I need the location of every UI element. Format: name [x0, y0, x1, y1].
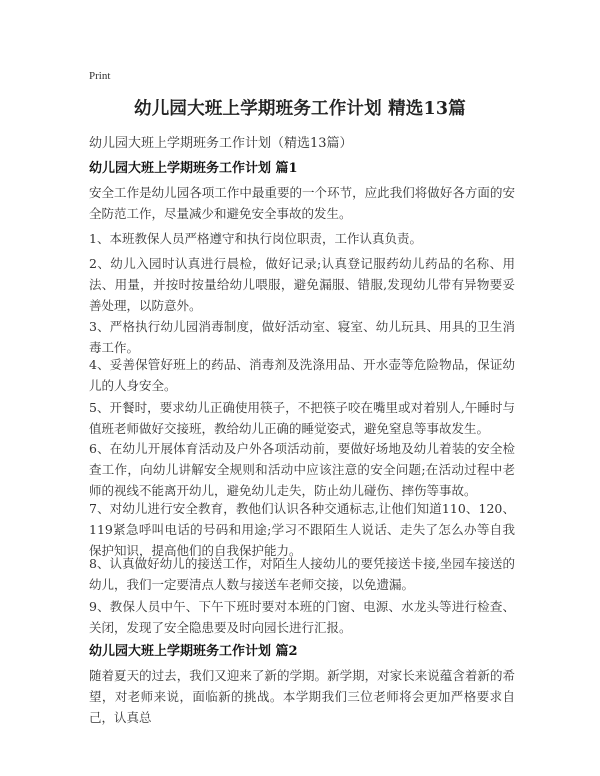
paragraph: 3、严格执行幼儿园消毒制度，做好活动室、寝室、幼儿玩具、用具的卫生消毒工作。: [89, 319, 515, 355]
paragraph: 9、教保人员中午、下午下班时要对本班的门窗、电源、水龙头等进行检查、关闭，发现了安全隐患要及时向园长进行汇报。: [89, 599, 515, 635]
paragraph: 5、开餐时，要求幼儿正确使用筷子，不把筷子咬在嘴里或对着别人,午睡时与值班老师做好交接班，教给幼儿正确的睡觉姿式，避免窒息等事故发生。: [89, 400, 515, 436]
paragraph: 4、妥善保管好班上的药品、消毒剂及洗涤用品、开水壶等危险物品，保证幼儿的人身安全。: [89, 357, 515, 393]
paragraph: 安全工作是幼儿园各项工作中最重要的一个环节，应此我们将做好各方面的安全防范工作，尽量减少和避免安全事故的发生。: [89, 185, 515, 221]
paragraph: 1、本班教保人员严格遵守和执行岗位职责，工作认真负责。: [89, 231, 422, 246]
paragraph: 7、对幼儿进行安全教育，教他们认识各种交通标志,让他们知道110、120、119紧急呼叫电话的号码和用途;学习不跟陌生人说话、走失了怎么办等自我保护知识，提高他们的自我保护能力。: [89, 501, 515, 558]
section-heading-2: 幼儿园大班上学期班务工作计划 篇2: [89, 644, 298, 659]
document-subtitle: 幼儿园大班上学期班务工作计划（精选13篇）: [89, 136, 353, 151]
paragraph: 2、幼儿入园时认真进行晨检，做好记录;认真登记服药幼儿药品的名称、用法、用量，并按时按量给幼儿喂服，避免漏服、错服,发现幼儿带有异物要妥善处理，以防意外。: [89, 256, 515, 313]
section-heading-1: 幼儿园大班上学期班务工作计划 篇1: [89, 161, 298, 176]
print-label[interactable]: Print: [89, 70, 111, 82]
paragraph: 8、认真做好幼儿的接送工作，对陌生人接幼儿的要凭接送卡接,坐园车接送的幼儿，我们一定要清点人数与接送车老师交接，以免遗漏。: [89, 556, 515, 592]
page-title: 幼儿园大班上学期班务工作计划 精选13篇: [134, 99, 466, 119]
paragraph: 6、在幼儿开展体育活动及户外各项活动前，要做好场地及幼儿着装的安全检查工作，向幼儿讲解安全规则和活动中应该注意的安全问题;在活动过程中老师的视线不能离开幼儿，避免幼儿走失，防止幼儿碰伤、摔伤等事故。: [89, 441, 515, 498]
paragraph: 随着夏天的过去，我们又迎来了新的学期。新学期，对家长来说蕴含着新的希望，对老师来说，面临新的挑战。本学期我们三位老师将会更加严格要求自己，认真总: [89, 668, 515, 725]
